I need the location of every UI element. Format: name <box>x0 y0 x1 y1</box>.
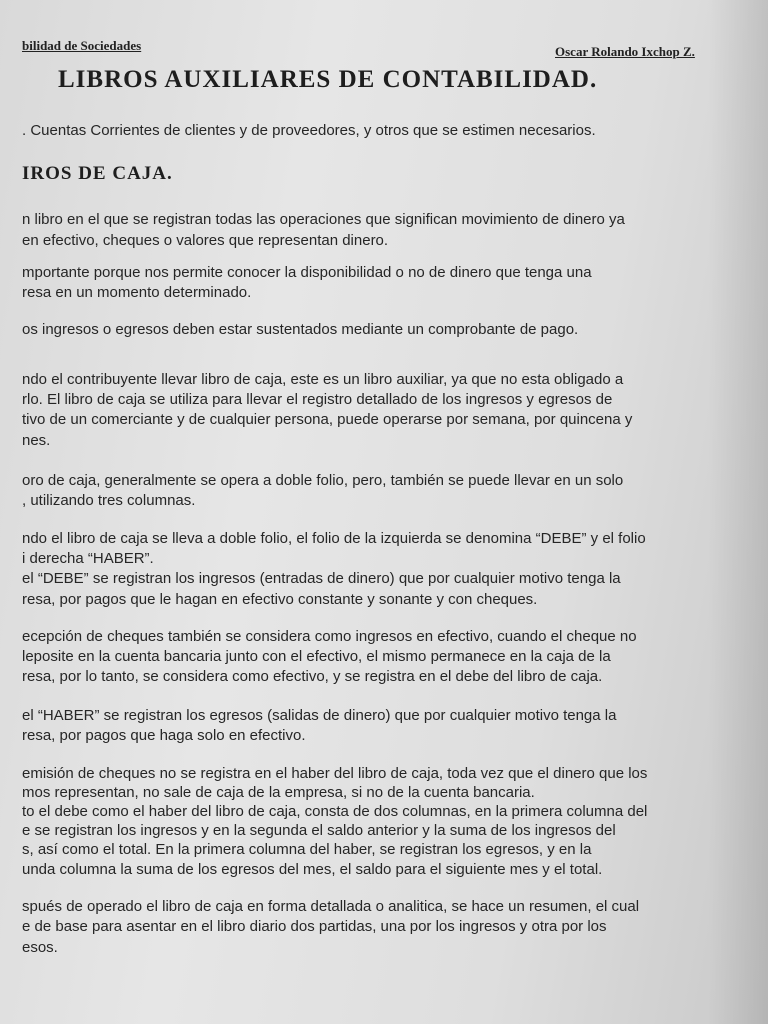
text-line: e de base para asentar en el libro diario dos partidas, una por los ingresos y otra por los <box>22 918 607 935</box>
intro-line: . Cuentas Corrientes de clientes y de proveedores, y otros que se estimen necesarios. <box>22 122 596 139</box>
text-line: rlo. El libro de caja se utiliza para llevar el registro detallado de los ingresos y egresos de <box>22 391 613 408</box>
text-line: oro de caja, generalmente se opera a doble folio, pero, también se puede llevar en un solo <box>22 472 624 489</box>
text-line: esos. <box>22 939 58 956</box>
text-line: , utilizando tres columnas. <box>22 492 196 509</box>
text-line: el “DEBE” se registran los ingresos (entradas de dinero) que por cualquier motivo tenga la <box>22 570 621 587</box>
text-line: en efectivo, cheques o valores que representan dinero. <box>22 232 389 249</box>
page-shadow <box>708 0 768 1024</box>
text-line: resa, por pagos que haga solo en efectivo. <box>22 727 306 744</box>
section-title: IROS DE CAJA. <box>22 163 173 184</box>
text-line: mos representan, no sale de caja de la empresa, si no de la cuenta bancaria. <box>22 784 535 801</box>
text-line: e se registran los ingresos y en la segunda el saldo anterior y la suma de los ingresos del <box>22 822 616 839</box>
header-right: Oscar Rolando Ixchop Z. <box>555 44 695 59</box>
text-line: to el debe como el haber del libro de caja, consta de dos columnas, en la primera columna del <box>22 803 648 820</box>
text-line: os ingresos o egresos deben estar sustentados mediante un comprobante de pago. <box>22 321 579 338</box>
text-line: spués de operado el libro de caja en forma detallada o analitica, se hace un resumen, el cual <box>22 898 640 915</box>
text-line: resa, por pagos que le hagan en efectivo constante y sonante y con cheques. <box>22 591 538 608</box>
text-line: resa, por lo tanto, se considera como efectivo, y se registra en el debe del libro de caja. <box>22 668 603 685</box>
text-line: unda columna la suma de los egresos del mes, el saldo para el siguiente mes y el total. <box>22 861 603 878</box>
text-line: el “HABER” se registran los egresos (salidas de dinero) que por cualquier motivo tenga la <box>22 707 617 724</box>
text-line: mportante porque nos permite conocer la disponibilidad o no de dinero que tenga una <box>22 264 592 281</box>
text-line: i derecha “HABER”. <box>22 550 154 567</box>
text-line: tivo de un comerciante y de cualquier persona, puede operarse por semana, por quincena y <box>22 411 633 428</box>
text-line: n libro en el que se registran todas las operaciones que significan movimiento de dinero ya <box>22 211 625 228</box>
text-line: nes. <box>22 432 51 449</box>
page-title: LIBROS AUXILIARES DE CONTABILIDAD. <box>58 66 598 93</box>
text-line: leposite en la cuenta bancaria junto con el efectivo, el mismo permanece en la caja de la <box>22 648 611 665</box>
header-left: bilidad de Sociedades <box>22 38 142 53</box>
text-line: ndo el libro de caja se lleva a doble folio, el folio de la izquierda se denomina “DEBE” y el folio <box>22 530 646 547</box>
text-line: resa en un momento determinado. <box>22 284 252 301</box>
text-line: ndo el contribuyente llevar libro de caja, este es un libro auxiliar, ya que no esta obligado a <box>22 371 624 388</box>
text-line: ecepción de cheques también se considera como ingresos en efectivo, cuando el cheque no <box>22 628 637 645</box>
text-line: emisión de cheques no se registra en el haber del libro de caja, toda vez que el dinero que los <box>22 765 648 782</box>
text-line: s, así como el total. En la primera columna del haber, se registran los egresos, y en la <box>22 841 592 858</box>
